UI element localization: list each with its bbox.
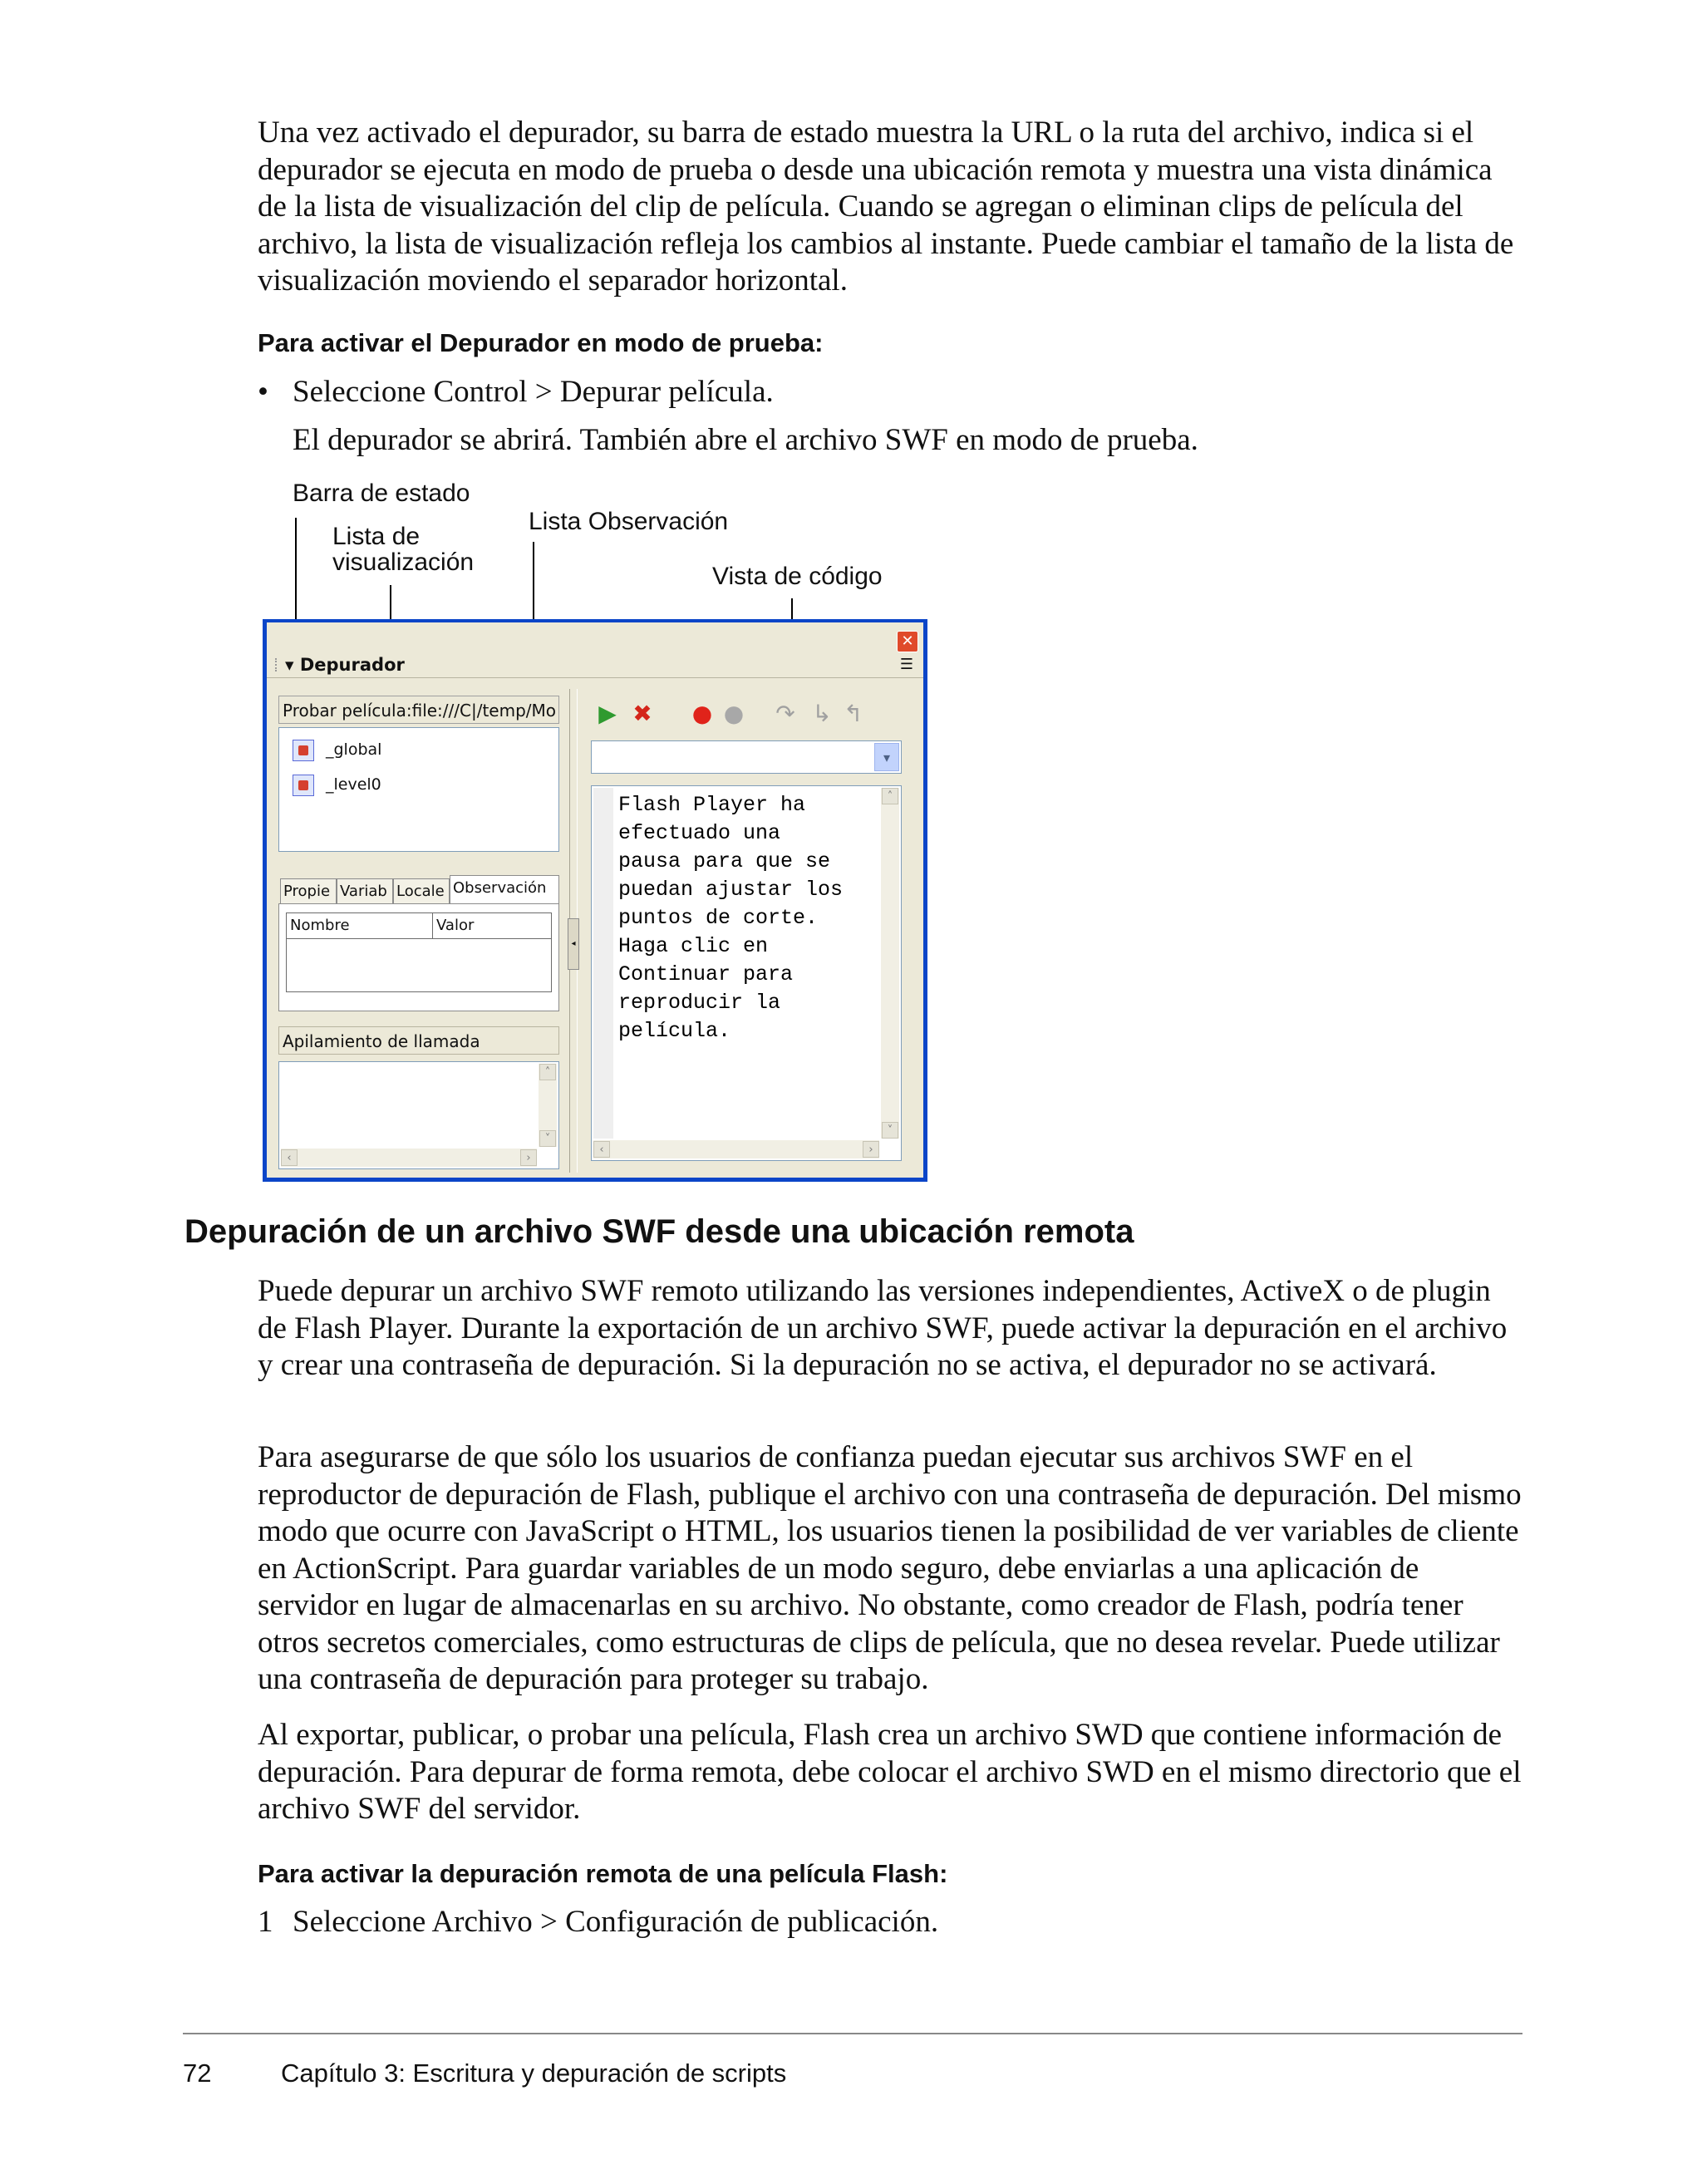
procedure2-step-number: 1 <box>258 1905 273 1939</box>
callout-display-list-line2: visualización <box>332 548 475 576</box>
callout-status-bar: Barra de estado <box>293 480 470 507</box>
right-pane <box>591 696 918 1173</box>
close-icon[interactable]: ✕ <box>897 631 918 652</box>
chevron-down-icon[interactable]: ▾ <box>874 743 899 771</box>
scroll-up-icon[interactable]: ˄ <box>539 1064 556 1080</box>
section-paragraph-2: Para asegurarse de que sólo los usuarios de confianza puedan ejecutar sus archivos SWF en el reproductor de depuración de Flash, publique el archivo con una contraseña de depuración. Del mismo modo que ocurre con JavaScript o HTML, los usuarios tienen la posibilidad de ver variables de cliente en ActionScript. Para guardar variables de un modo seguro, debe enviarlas a una aplicación de servidor en lugar de almacenarlas en su archivo. No obstante, como creador de Flash, podría tener otros secretos comerciales, como estructuras de clips de película, que no desea revelar. Puede utilizar una contraseña de depuración para proteger su trabajo. <box>258 1440 1522 1696</box>
grip-icon[interactable] <box>275 658 282 671</box>
options-menu-icon[interactable]: ☰ <box>899 656 913 673</box>
panel-title: ▾ Depurador <box>285 655 405 675</box>
chapter-title: Capítulo 3: Escritura y depuración de scripts <box>281 2059 787 2088</box>
scroll-down-icon[interactable]: ˅ <box>882 1122 898 1139</box>
display-list-label: _global <box>326 740 382 759</box>
watch-panel <box>278 903 559 1011</box>
step-in-icon[interactable]: ↳ <box>812 700 832 727</box>
vertical-scrollbar[interactable] <box>881 788 899 1139</box>
column-name[interactable]: Nombre <box>290 917 350 934</box>
step-over-icon[interactable]: ↷ <box>775 700 795 727</box>
callout-code-view: Vista de código <box>712 563 883 590</box>
tab-properties[interactable]: Propie <box>280 878 337 903</box>
debugger-window <box>263 619 927 1182</box>
call-stack-label: Apilamiento de llamada <box>278 1026 559 1055</box>
call-stack[interactable] <box>278 1061 559 1169</box>
procedure-step: Seleccione Control > Depurar película. <box>293 375 774 409</box>
tab-watch[interactable]: Observación <box>450 875 559 905</box>
tab-locals[interactable]: Locale <box>393 878 450 903</box>
scroll-left-icon[interactable]: ‹ <box>593 1141 610 1158</box>
scroll-down-icon[interactable]: ˅ <box>539 1130 556 1147</box>
bullet: • <box>258 375 268 409</box>
tab-variables[interactable]: Variab <box>337 878 393 903</box>
panel-titlebar[interactable] <box>267 652 923 678</box>
collapse-handle-icon[interactable]: ◂ <box>568 918 579 970</box>
scroll-left-icon[interactable]: ‹ <box>281 1149 298 1166</box>
section-paragraph-1: Puede depurar un archivo SWF remoto utilizando las versiones independientes, ActiveX o de plugin de Flash Player. Durante la exportación de un archivo SWF, puede activar la depuración en el archivo y crear una contraseña de depuración. Si la depuración no se activa, el depurador no se activará. <box>258 1274 1508 1382</box>
code-text: Flash Player ha efectuado una pausa para que se puedan ajustar los puntos de corte. Haga clic en Continuar para reproducir la película. <box>618 793 844 1043</box>
footer-rule <box>183 2033 1522 2034</box>
scroll-up-icon[interactable]: ˄ <box>882 788 898 804</box>
code-gutter[interactable] <box>593 788 613 1139</box>
watch-grid-header <box>287 913 551 939</box>
horizontal-scrollbar[interactable] <box>593 1140 879 1158</box>
status-bar: Probar película:file:///C|/temp/Mo <box>278 696 559 724</box>
display-list[interactable] <box>278 727 559 852</box>
movie-clip-icon <box>293 775 314 796</box>
display-list-label: _level0 <box>326 775 381 794</box>
procedure-heading: Para activar el Depurador en modo de prueba: <box>258 328 824 357</box>
remove-breakpoints-icon[interactable]: ● <box>723 700 745 727</box>
callout-watch-list: Lista Observación <box>529 508 729 535</box>
left-pane <box>278 696 561 1173</box>
display-list-item[interactable] <box>293 736 381 763</box>
movie-clip-icon <box>293 740 314 761</box>
intro-paragraph: Una vez activado el depurador, su barra de estado muestra la URL o la ruta del archivo, indica si el depurador se ejecuta en modo de prueba o desde una ubicación remota y muestra una vista dinámica de la lista de visualización del clip de película. Cuando se agregan o eliminan clips de película del archivo, la lista de visualización refleja los cambios al instante. Puede cambiar el tamaño de la lista de visualización moviendo el separador horizontal. <box>258 116 1514 298</box>
callout-display-list-line1: Lista de <box>332 523 421 550</box>
display-list-item[interactable] <box>293 771 381 798</box>
stop-debugging-icon[interactable]: ✖ <box>632 700 652 727</box>
vertical-scrollbar[interactable] <box>539 1064 557 1147</box>
scroll-right-icon[interactable]: › <box>520 1149 537 1166</box>
debug-toolbar <box>591 699 918 729</box>
procedure2-step: Seleccione Archivo > Configuración de publicación. <box>293 1905 939 1939</box>
script-select[interactable] <box>591 740 902 774</box>
procedure2-heading: Para activar la depuración remota de una película Flash: <box>258 1859 948 1888</box>
continue-icon[interactable]: ▶ <box>598 700 617 727</box>
toggle-breakpoint-icon[interactable]: ● <box>691 700 713 727</box>
watch-grid[interactable] <box>286 912 552 992</box>
step-out-icon[interactable]: ↰ <box>844 700 863 727</box>
tab-strip <box>278 875 561 905</box>
code-view[interactable] <box>591 785 902 1161</box>
section-paragraph-3: Al exportar, publicar, o probar una película, Flash crea un archivo SWD que contiene información de depuración. Para depurar de forma remota, debe colocar el archivo SWD en el mismo directorio que el archivo SWF del servidor. <box>258 1718 1522 1826</box>
procedure-result: El depurador se abrirá. También abre el archivo SWF en modo de prueba. <box>293 423 1198 457</box>
horizontal-scrollbar[interactable] <box>281 1149 537 1167</box>
page-number: 72 <box>183 2059 212 2088</box>
column-value[interactable]: Valor <box>432 913 474 938</box>
section-heading: Depuración de un archivo SWF desde una ubicación remota <box>184 1213 1134 1250</box>
debugger-panel <box>267 622 923 1178</box>
scroll-right-icon[interactable]: › <box>863 1141 879 1158</box>
